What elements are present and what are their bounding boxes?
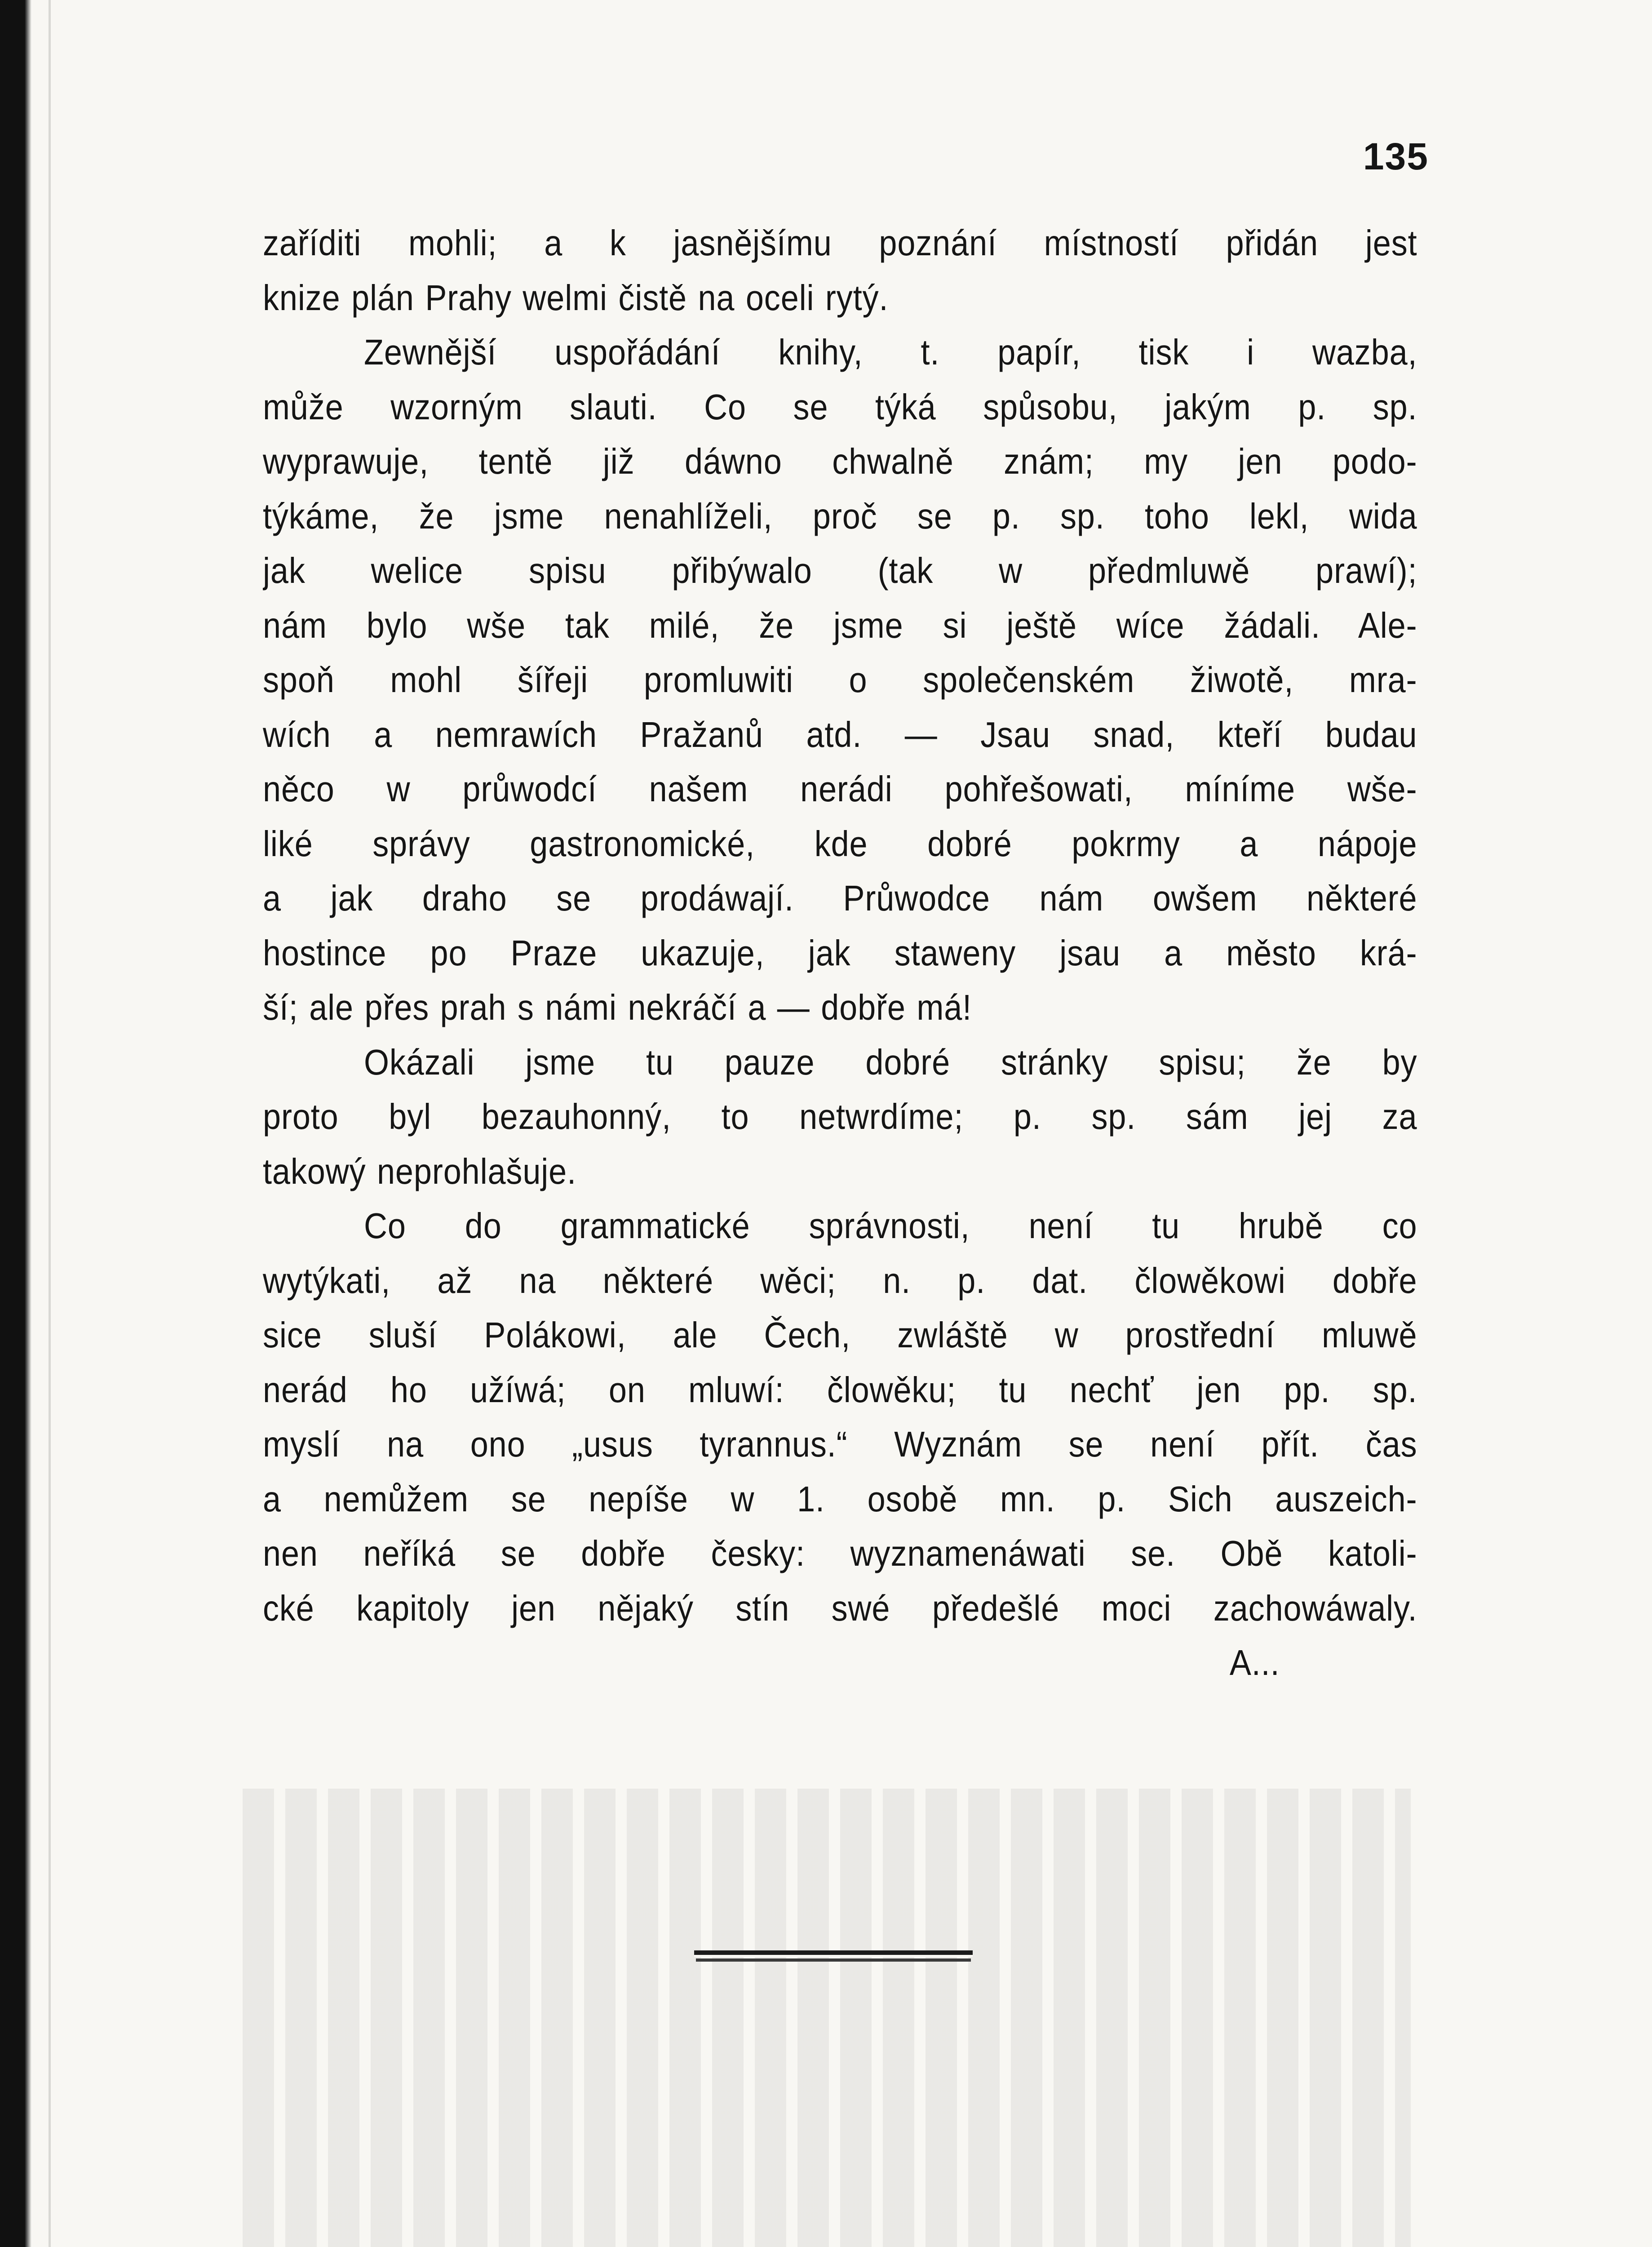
text-line: wyprawuje, tentě již dáwno chwalně znám; my jen podo- xyxy=(263,441,1417,481)
text-line: týkáme, že jsme nenahlíželi, proč se p. sp. toho lekl, wida xyxy=(263,496,1417,536)
section-rule xyxy=(694,1950,973,1957)
text-line: nám bylo wše tak milé, že jsme si ještě wíce žádali. Ale- xyxy=(263,605,1417,645)
text-line: Okázali jsme tu pauze dobré stránky spisu; že by xyxy=(364,1042,1417,1082)
text-line: proto byl bezauhonný, to netwrdíme; p. sp. sám jej za xyxy=(263,1097,1417,1137)
scan-border xyxy=(0,0,31,2247)
text-line: a nemůžem se nepíše w 1. osobě mn. p. Sich auszeich- xyxy=(263,1479,1417,1519)
text-line: sice sluší Polákowi, ale Čech, zwláště w prostřední mluwě xyxy=(263,1315,1417,1355)
text-line: wích a nemrawích Pražanů atd. — Jsau snad, kteří budau xyxy=(263,714,1417,755)
gutter-shadow xyxy=(49,0,51,2247)
text-line: wytýkati, až na některé wěci; n. p. dat. člowěkowi dobře xyxy=(263,1260,1417,1301)
text-line: nerád ho užíwá; on mluwí: člowěku; tu nechť jen pp. sp. xyxy=(263,1369,1417,1410)
text-line: může wzorným slauti. Co se týká spůsobu, jakým p. sp. xyxy=(263,386,1417,427)
bleed-through xyxy=(243,1789,1411,2247)
text-line: něco w průwodcí našem nerádi pohřešowati, míníme wše- xyxy=(263,769,1417,809)
text-line: a jak draho se prodáwají. Průwodce nám owšem některé xyxy=(263,878,1417,918)
text-line: hostince po Praze ukazuje, jak staweny jsau a město krá- xyxy=(263,933,1417,973)
signature: A... xyxy=(1229,1643,1280,1683)
page-number: 135 xyxy=(1363,135,1429,178)
text-line: liké správy gastronomické, kde dobré pokrmy a nápoje xyxy=(263,823,1417,864)
text-line: nen neříká se dobře česky: wyznamenáwati se. Obě katoli- xyxy=(263,1533,1417,1573)
text-line: Zewnější uspořádání knihy, t. papír, tisk i wazba, xyxy=(364,332,1417,372)
text-line: myslí na ono „usus tyrannus.“ Wyznám se není přít. čas xyxy=(263,1424,1417,1464)
text-line: ší; ale přes prah s námi nekráčí a — dobře má! xyxy=(263,987,972,1027)
text-line: spoň mohl šířeji promluwiti o společenském žiwotě, mra- xyxy=(263,660,1417,700)
text-line: zaříditi mohli; a k jasnějšímu poznání místností přidán jest xyxy=(263,223,1417,263)
body-text xyxy=(263,216,1417,1690)
text-line: Co do grammatické správnosti, není tu hrubě co xyxy=(364,1206,1417,1246)
text-line: knize plán Prahy welmi čistě na oceli rytý. xyxy=(263,277,889,318)
text-line: takowý neprohlašuje. xyxy=(263,1151,577,1191)
text-line: cké kapitoly jen nějaký stín swé předešlé moci zachowáwaly. xyxy=(263,1588,1417,1628)
text-line: jak welice spisu přibýwalo (tak w předmluwě prawí); xyxy=(263,551,1417,591)
